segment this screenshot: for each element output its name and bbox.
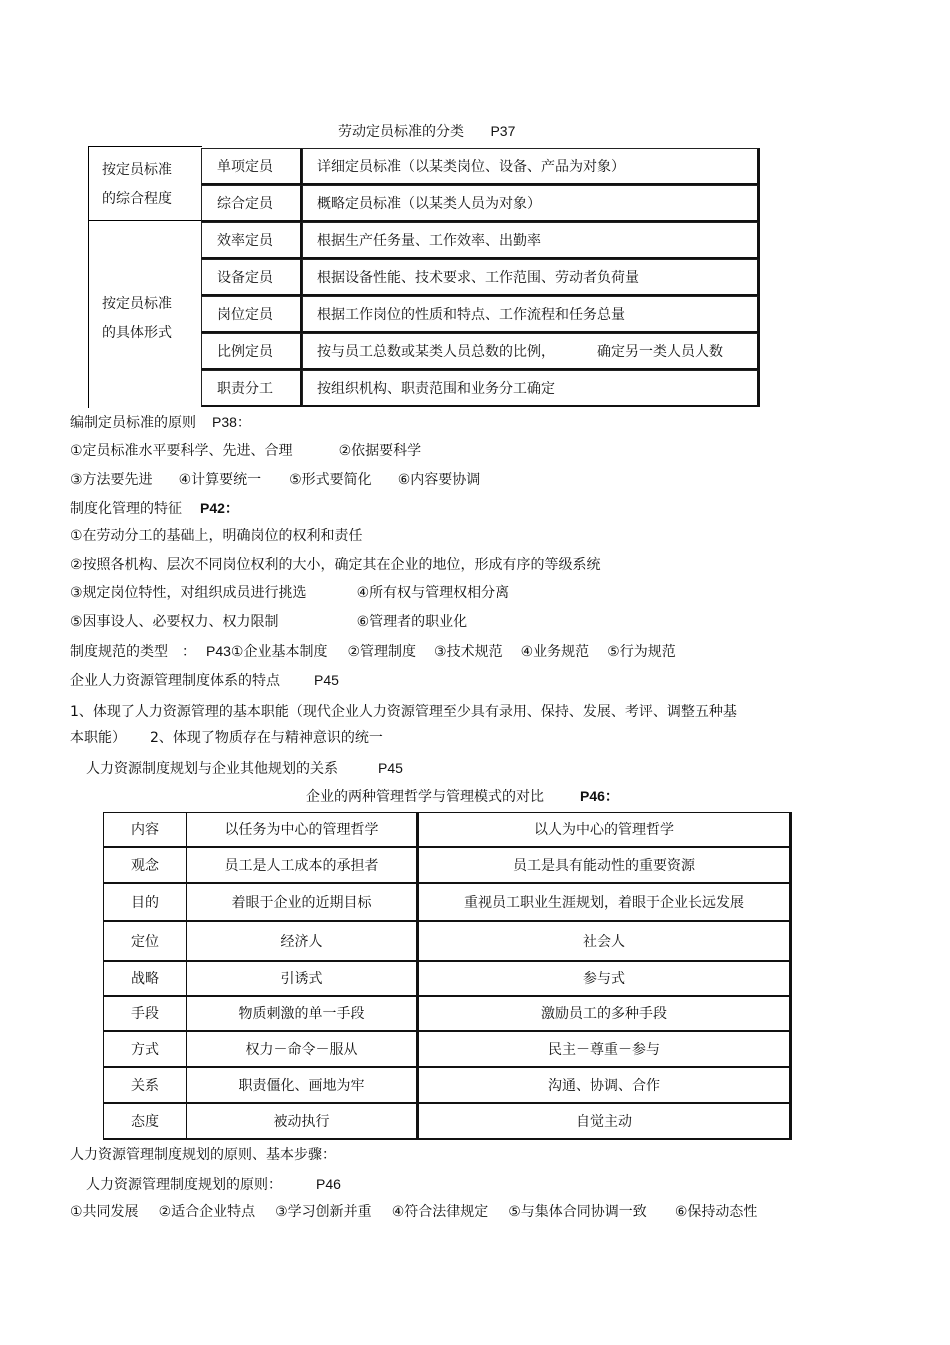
line-planning-principles-steps xyxy=(70,1146,336,1164)
table1-desc-cell xyxy=(302,222,760,259)
table-row xyxy=(104,996,791,1031)
table-row xyxy=(104,813,791,847)
table1-desc-label: 根据生产任务量、工作效率、出勤率 xyxy=(317,233,541,249)
table1-type-cell xyxy=(201,370,303,407)
table1-desc-cell xyxy=(302,259,760,296)
task-centered-cell: 着眼于企业的近期目标 xyxy=(187,883,418,921)
text: ⑥内容要协调 xyxy=(397,472,481,488)
row-header-cell: 关系 xyxy=(104,1067,187,1103)
table1-desc-cell xyxy=(302,185,760,222)
table1-desc-label: 按与员工总数或某类人员总数的比例， xyxy=(317,344,555,360)
table1-type-cell xyxy=(201,222,303,259)
text: ①在劳动分工的基础上，明确岗位的权利和责任 xyxy=(70,528,363,544)
line-principles-2 xyxy=(70,471,480,489)
line-feature-3 xyxy=(70,584,509,602)
line-hr-feature-1 xyxy=(70,703,737,721)
people-centered-cell: 民主－尊重－参与 xyxy=(418,1031,791,1067)
text: P38： xyxy=(212,414,251,430)
table-row xyxy=(104,1067,791,1103)
table-row xyxy=(104,1103,791,1139)
text: ③方法要先进 xyxy=(70,472,153,488)
text: ①定员标准水平要科学、先进、合理 xyxy=(70,443,293,459)
line-principles-1 xyxy=(70,442,421,460)
line-hr-system-features xyxy=(70,671,339,690)
table1-desc-cell xyxy=(302,148,760,185)
text: 1、体现了人力资源管理的基本职能（现代企业人力资源管理至少具有录用、保持、发展、考评、调整五种基 xyxy=(70,704,737,720)
row-header-cell: 内容 xyxy=(104,813,187,847)
table-row xyxy=(104,883,791,921)
text: P45 xyxy=(378,760,403,776)
text: ⑤行为规范 xyxy=(607,644,676,660)
table2-title xyxy=(306,787,619,806)
table1-group-divider xyxy=(88,220,202,221)
text: 企业人力资源管理制度体系的特点 xyxy=(70,673,280,689)
table1-desc-cell xyxy=(302,333,760,370)
table1-type-cell xyxy=(201,296,303,333)
category-line: 的综合程度 xyxy=(102,191,172,207)
people-centered-cell: 激励员工的多种手段 xyxy=(418,996,791,1031)
text: ⑤因事设人、必要权力、权力限制 xyxy=(70,614,279,630)
task-centered-cell: 被动执行 xyxy=(187,1103,418,1139)
table1-left-border xyxy=(88,146,89,408)
line-planning-principles-list xyxy=(70,1203,757,1221)
row-header-cell: 战略 xyxy=(104,961,187,996)
text: ②适合企业特点 xyxy=(158,1204,256,1220)
text: ③学习创新并重 xyxy=(275,1204,372,1220)
people-centered-cell: 参与式 xyxy=(418,961,791,996)
people-centered-cell: 沟通、协调、合作 xyxy=(418,1067,791,1103)
row-header-cell: 方式 xyxy=(104,1031,187,1067)
people-centered-cell: 自觉主动 xyxy=(418,1103,791,1139)
table1-desc-label: 详细定员标准（以某类岗位、设备、产品为对象） xyxy=(317,159,625,175)
people-centered-cell: 社会人 xyxy=(418,921,791,961)
line-planning-relation xyxy=(86,759,403,778)
text: ④业务规范 xyxy=(520,644,590,660)
task-centered-cell: 职责僵化、画地为牢 xyxy=(187,1067,418,1103)
task-centered-cell: 权力－命令－服从 xyxy=(187,1031,418,1067)
task-centered-cell: 以任务为中心的管理哲学 xyxy=(187,813,418,847)
text: 企业的两种管理哲学与管理模式的对比 xyxy=(306,789,544,805)
table-row xyxy=(104,961,791,996)
text: ⑤与集体合同协调一致 xyxy=(508,1204,647,1220)
table1-desc-cell xyxy=(302,296,760,333)
row-header-cell: 手段 xyxy=(104,996,187,1031)
text: P46 xyxy=(316,1176,341,1192)
text: P42： xyxy=(200,500,239,516)
text: 人力资源制度规划与企业其他规划的关系 xyxy=(86,761,338,777)
text: ④符合法律规定 xyxy=(391,1204,489,1220)
table1-title-text: 劳动定员标准的分类 xyxy=(338,124,464,140)
line-feature-1 xyxy=(70,527,363,545)
table1-type-cell xyxy=(201,148,303,185)
table1-type-label: 效率定员 xyxy=(217,233,273,249)
line-planning-principles xyxy=(86,1175,341,1194)
text: 人力资源管理制度规划的原则、基本步骤： xyxy=(70,1147,336,1163)
text: ⑥管理者的职业化 xyxy=(356,614,468,630)
line-feature-2 xyxy=(70,556,601,574)
text: 本职能） xyxy=(70,730,126,746)
table1-category-form-label xyxy=(102,290,172,348)
text: ①共同发展 xyxy=(70,1204,139,1220)
task-centered-cell: 经济人 xyxy=(187,921,418,961)
row-header-cell: 目的 xyxy=(104,883,187,921)
category-line: 的具体形式 xyxy=(102,325,172,341)
people-centered-cell: 以人为中心的管理哲学 xyxy=(418,813,791,847)
row-header-cell: 态度 xyxy=(104,1103,187,1139)
category-line: 按定员标准 xyxy=(102,296,172,312)
management-philosophy-table xyxy=(103,812,792,1140)
row-header-cell: 定位 xyxy=(104,921,187,961)
table1-type-label: 单项定员 xyxy=(217,159,273,175)
text: P43①企业基本制度 xyxy=(206,643,328,659)
table1-type-cell xyxy=(201,333,303,370)
table1-type-label: 综合定员 xyxy=(217,196,273,212)
task-centered-cell: 引诱式 xyxy=(187,961,418,996)
table-row xyxy=(104,847,791,883)
table1-title xyxy=(338,122,515,141)
text: P46： xyxy=(580,788,619,804)
text: ⑤形式要简化 xyxy=(289,472,372,488)
table1-title-page: P37 xyxy=(490,123,516,139)
row-header-cell: 观念 xyxy=(104,847,187,883)
task-centered-cell: 物质刺激的单一手段 xyxy=(187,996,418,1031)
text: ④所有权与管理权相分离 xyxy=(356,585,510,601)
text: ③规定岗位特性，对组织成员进行挑选 xyxy=(70,585,307,601)
text: ： xyxy=(182,644,196,660)
text: 制度化管理的特征 xyxy=(70,501,182,517)
table1-desc-label-2: 确定另一类人员人数 xyxy=(597,344,723,360)
text: ③技术规范 xyxy=(434,644,503,660)
text: ②管理制度 xyxy=(347,644,417,660)
table1-type-label: 比例定员 xyxy=(217,344,273,360)
task-centered-cell: 员工是人工成本的承担者 xyxy=(187,847,418,883)
text: 2、体现了物质存在与精神意识的统一 xyxy=(150,730,383,746)
table1-desc-cell xyxy=(302,370,760,407)
text: ②按照各机构、层次不同岗位权利的大小，确定其在企业的地位，形成有序的等级系统 xyxy=(70,557,601,573)
text: 制度规范的类型 xyxy=(70,644,168,660)
table-row xyxy=(104,921,791,961)
people-centered-cell: 重视员工职业生涯规划，着眼于企业长远发展 xyxy=(418,883,791,921)
table1-desc-label: 根据工作岗位的性质和特点、工作流程和任务总量 xyxy=(317,307,625,323)
line-institutional-features xyxy=(70,499,239,518)
table1-desc-label: 根据设备性能、技术要求、工作范围、劳动者负荷量 xyxy=(317,270,639,286)
table-row xyxy=(104,1031,791,1067)
line-hr-feature-2 xyxy=(70,729,383,747)
people-centered-cell: 员工是具有能动性的重要资源 xyxy=(418,847,791,883)
category-line: 按定员标准 xyxy=(102,162,172,178)
text: ④计算要统一 xyxy=(178,472,262,488)
table1-top-border xyxy=(88,146,202,147)
line-regulation-types xyxy=(70,642,676,661)
table1-desc-label: 概略定员标准（以某类人员为对象） xyxy=(317,196,541,212)
line-staffing-principles xyxy=(70,413,251,432)
table1-desc-label: 按组织机构、职责范围和业务分工确定 xyxy=(317,381,555,397)
table1-category-comprehensive xyxy=(102,156,172,214)
text: ②依据要科学 xyxy=(338,443,422,459)
text: 编制定员标准的原则 xyxy=(70,415,196,431)
text: ⑥保持动态性 xyxy=(674,1204,758,1220)
text: 人力资源管理制度规划的原则： xyxy=(86,1177,282,1193)
table1-type-label: 设备定员 xyxy=(217,270,273,286)
table1-type-cell xyxy=(201,185,303,222)
table1-type-cell xyxy=(201,259,303,296)
line-feature-4 xyxy=(70,613,467,631)
table1-type-label: 岗位定员 xyxy=(217,307,273,323)
text: P45 xyxy=(314,672,339,688)
table1-type-label: 职责分工 xyxy=(217,381,273,397)
